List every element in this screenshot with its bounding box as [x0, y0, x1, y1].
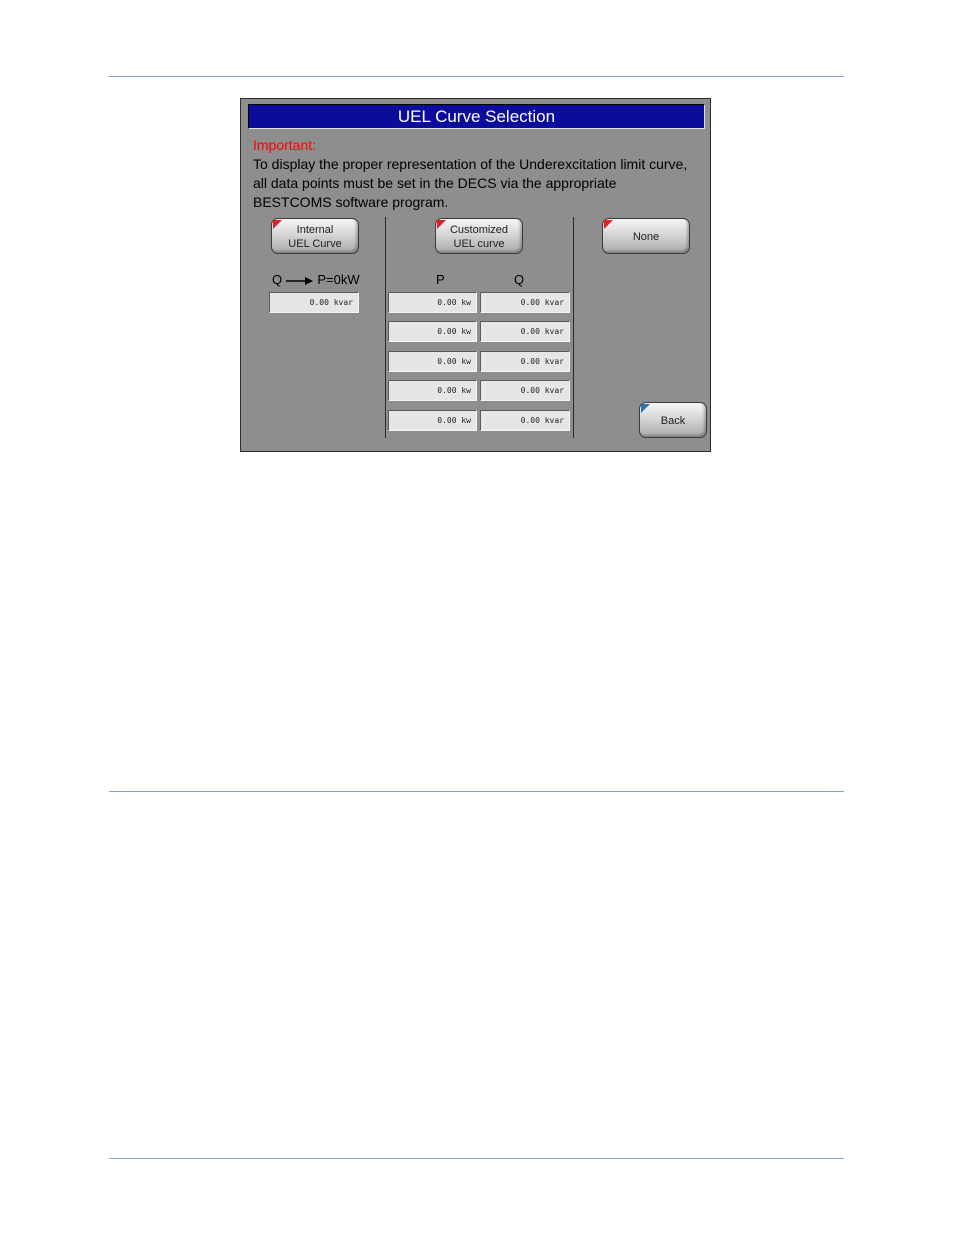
- notice-line-3: BESTCOMS software program.: [253, 194, 449, 210]
- internal-q-label: [272, 272, 360, 287]
- selection-marker-icon: [604, 220, 613, 229]
- internal-button-line2: UEL Curve: [288, 238, 342, 250]
- p-field-5[interactable]: 0.00 kw: [388, 410, 477, 431]
- column-divider-right: [573, 217, 574, 438]
- internal-uel-curve-button[interactable]: [271, 218, 359, 254]
- p-field-4[interactable]: 0.00 kw: [388, 380, 477, 401]
- p-field-1[interactable]: 0.00 kw: [388, 292, 477, 313]
- q-field-3[interactable]: 0.00 kvar: [480, 351, 570, 372]
- customized-uel-curve-button[interactable]: [435, 218, 523, 254]
- uel-curve-selection-screen: [240, 98, 711, 452]
- customized-button-line2: UEL curve: [453, 238, 505, 250]
- column-header-q: Q: [514, 272, 525, 287]
- important-heading: Important:: [253, 137, 317, 153]
- q-label: Q: [272, 272, 283, 287]
- none-button-label: None: [632, 231, 660, 243]
- back-button-label: Back: [660, 415, 686, 427]
- q-field-2[interactable]: 0.00 kvar: [480, 321, 570, 342]
- header-rule: [109, 76, 844, 77]
- q-field-5[interactable]: 0.00 kvar: [480, 410, 570, 431]
- notice-line-2: all data points must be set in the DECS via the appropriate: [253, 175, 617, 191]
- section-rule: [109, 791, 844, 792]
- p-field-3[interactable]: 0.00 kw: [388, 351, 477, 372]
- column-header-p: P: [436, 272, 445, 287]
- p-field-2[interactable]: 0.00 kw: [388, 321, 477, 342]
- window-title: UEL Curve Selection: [248, 104, 705, 129]
- column-divider-left: [385, 217, 386, 438]
- back-button[interactable]: [639, 402, 707, 438]
- back-marker-icon: [641, 404, 650, 413]
- internal-button-line1: Internal: [296, 224, 334, 236]
- footer-rule: [109, 1158, 844, 1159]
- p-zero-label: P=0kW: [317, 272, 360, 287]
- none-button[interactable]: [602, 218, 690, 254]
- customized-button-line1: Customized: [449, 224, 509, 236]
- notice-line-1: To display the proper representation of the Underexcitation limit curve,: [253, 156, 688, 172]
- internal-q-field[interactable]: 0.00 kvar: [269, 292, 359, 313]
- q-field-4[interactable]: 0.00 kvar: [480, 380, 570, 401]
- right-arrow-icon: [286, 276, 314, 286]
- q-field-1[interactable]: 0.00 kvar: [480, 292, 570, 313]
